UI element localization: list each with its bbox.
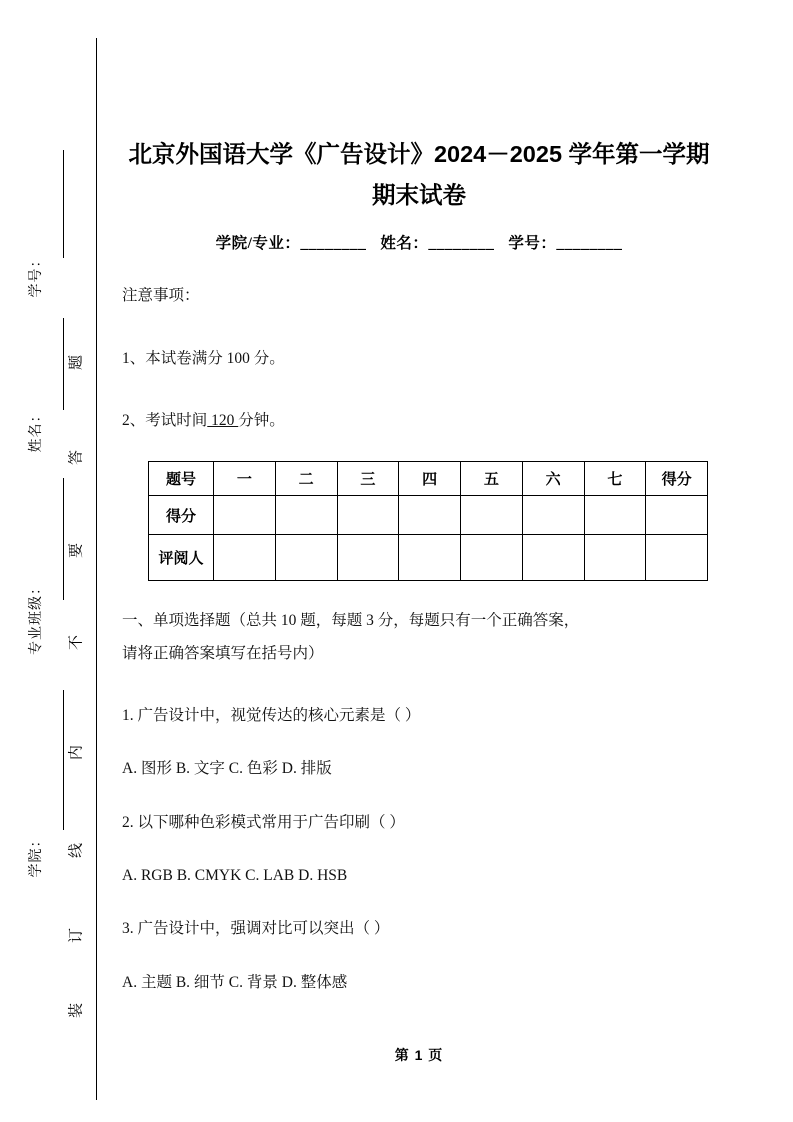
binding-notice-char: 题: [68, 355, 85, 371]
table-cell: 五: [461, 462, 523, 496]
college-major-blank[interactable]: ________: [300, 235, 367, 252]
binding-vertical-rule: [96, 38, 97, 1100]
margin-label-student-id: 学号：: [29, 252, 44, 298]
notes-item-total-score: 1、本试卷满分 100 分。: [122, 350, 285, 367]
table-cell-blank[interactable]: [522, 535, 584, 581]
table-cell-blank[interactable]: [522, 496, 584, 535]
table-cell: 四: [399, 462, 461, 496]
student-id-blank[interactable]: ________: [556, 235, 623, 252]
binding-notice-char: 线: [68, 843, 85, 859]
table-cell-blank[interactable]: [214, 535, 276, 581]
binding-notice-char: 答: [68, 450, 85, 466]
table-cell: 七: [584, 462, 646, 496]
table-cell-blank[interactable]: [461, 496, 523, 535]
table-cell-blank[interactable]: [337, 496, 399, 535]
name-blank[interactable]: ________: [428, 235, 495, 252]
notes-item-duration: [122, 410, 716, 432]
margin-label-college: 学院：: [29, 832, 44, 878]
table-row-header: 题号: [149, 462, 214, 496]
table-cell: 三: [337, 462, 399, 496]
content-column: [122, 0, 722, 1122]
question-2-stem: 2. 以下哪种色彩模式常用于广告印刷（ ）: [122, 814, 405, 831]
table-cell-blank[interactable]: [461, 535, 523, 581]
binding-notice-char: 不: [68, 635, 85, 651]
table-cell-blank[interactable]: [275, 496, 337, 535]
college-major-label: 学院/专业：: [215, 235, 301, 252]
table-cell-blank[interactable]: [337, 535, 399, 581]
binding-fill-rule: [63, 150, 64, 258]
section-one-heading-line1: 一、单项选择题（总共 10 题，每题 3 分，每题只有一个正确答案，: [122, 612, 580, 629]
margin-label-class: 专业班级：: [29, 580, 44, 655]
notes-duration-prefix: 2、考试时间: [122, 412, 208, 429]
table-cell-blank[interactable]: [646, 496, 708, 535]
table-cell: 一: [214, 462, 276, 496]
table-cell-blank[interactable]: [584, 535, 646, 581]
question-1-stem: 1. 广告设计中，视觉传达的核心元素是（ ）: [122, 707, 421, 724]
binding-margin: [0, 0, 110, 1122]
table-cell-blank[interactable]: [214, 496, 276, 535]
table-cell: 得分: [646, 462, 708, 496]
binding-notice-char: 要: [68, 543, 85, 559]
binding-notice-char: 订: [68, 928, 85, 944]
table-row: [149, 535, 708, 581]
table-row: [149, 496, 708, 535]
identity-fields-row: [122, 231, 716, 253]
question-1-options: A. 图形 B. 文字 C. 色彩 D. 排版: [122, 760, 332, 777]
student-id-label: 学号：: [508, 235, 557, 252]
binding-notice-char: 内: [68, 745, 85, 761]
table-row: [149, 462, 708, 496]
table-row-header: 评阅人: [149, 535, 214, 581]
table-row-header: 得分: [149, 496, 214, 535]
table-cell-blank[interactable]: [646, 535, 708, 581]
question-2-options: A. RGB B. CMYK C. LAB D. HSB: [122, 867, 348, 884]
margin-label-name: 姓名：: [29, 407, 44, 453]
notes-heading: 注意事项：: [122, 287, 200, 304]
table-cell: 二: [275, 462, 337, 496]
binding-notice-char: 装: [68, 1003, 85, 1019]
table-cell-blank[interactable]: [399, 496, 461, 535]
name-label: 姓名：: [380, 235, 429, 252]
page-title: 北京外国语大学《广告设计》2024－2025 学年第一学期期末试卷: [128, 140, 710, 208]
table-cell-blank[interactable]: [399, 535, 461, 581]
page-number-footer: 第 1 页: [394, 1047, 444, 1063]
question-3-options: A. 主题 B. 细节 C. 背景 D. 整体感: [122, 974, 348, 991]
score-table: [148, 461, 708, 581]
section-one-heading-line2: 请将正确答案填写在括号内）: [122, 645, 324, 662]
notes-duration-suffix: 分钟。: [238, 412, 285, 429]
table-cell: 六: [522, 462, 584, 496]
table-cell-blank[interactable]: [275, 535, 337, 581]
question-3-stem: 3. 广告设计中，强调对比可以突出（ ）: [122, 920, 390, 937]
table-cell-blank[interactable]: [584, 496, 646, 535]
notes-duration-value: 120: [207, 412, 239, 429]
